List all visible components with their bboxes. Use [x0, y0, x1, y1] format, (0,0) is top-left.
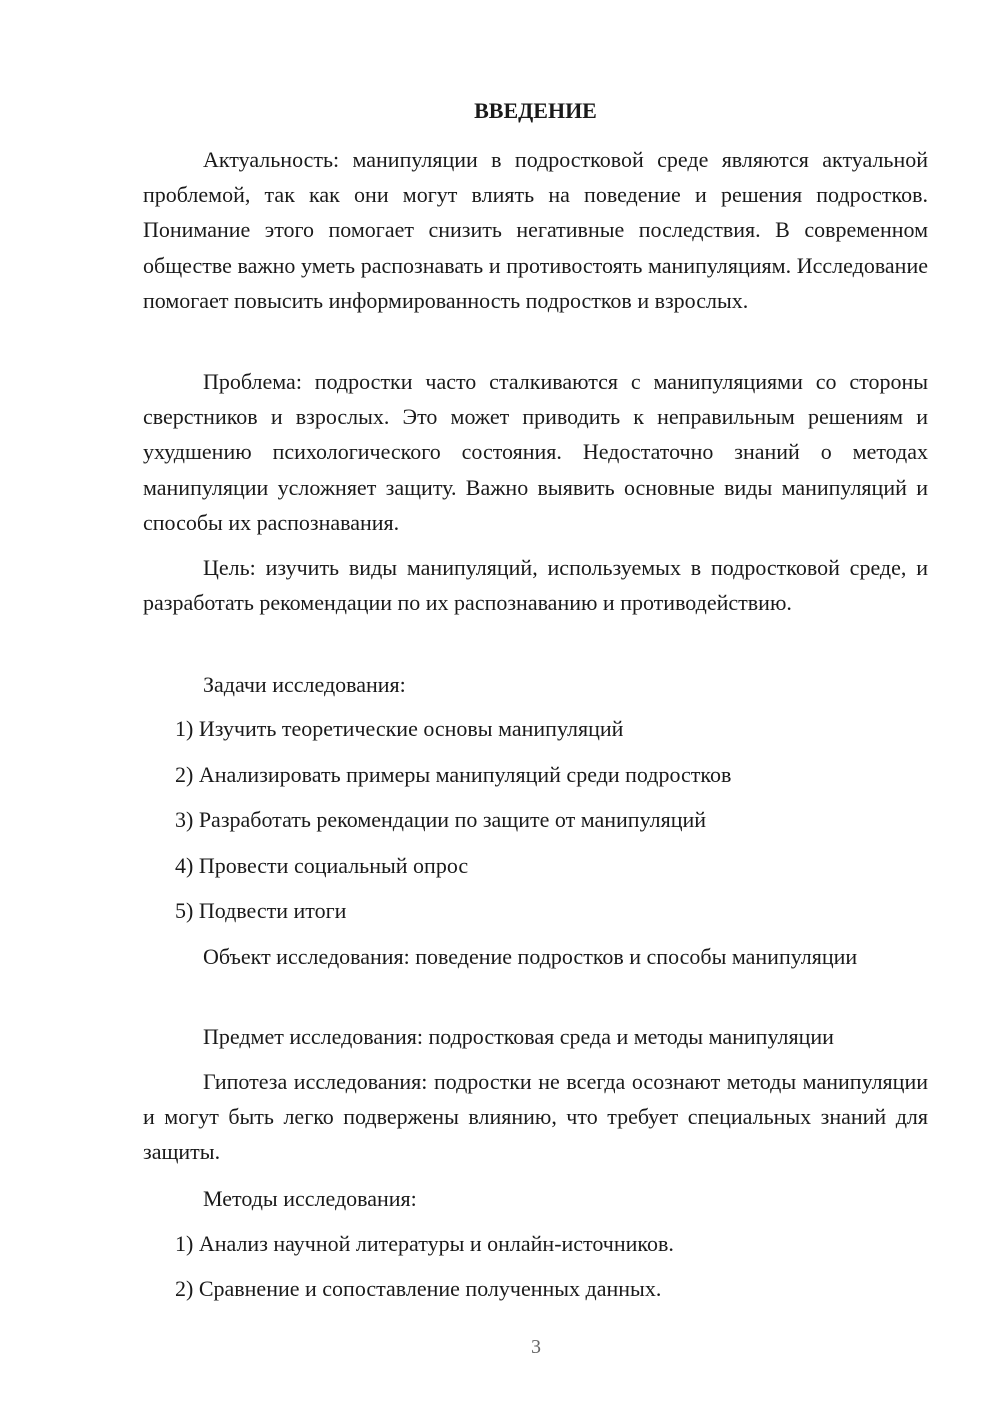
- object-paragraph: Объект исследования: поведение подростков и способы манипуляции: [203, 944, 858, 969]
- task-item-1: 1) Изучить теоретические основы манипуляций: [175, 716, 624, 741]
- problem-paragraph: Проблема: подростки часто сталкиваются с манипуляциями со стороны сверстников и взрослых. Это может приводить к неправильным решениям и ухудшению психологического состояния. Недостаточно знаний о методах манипуляции усложняет защиту. Важно выявить основные виды манипуляций и способы их распознавания.: [143, 369, 928, 535]
- task-item-2: 2) Анализировать примеры манипуляций среди подростков: [175, 762, 732, 787]
- subject-paragraph: Предмет исследования: подростковая среда и методы манипуляции: [203, 1024, 834, 1049]
- task-item-3: 3) Разработать рекомендации по защите от манипуляций: [175, 807, 707, 832]
- task-item-4: 4) Провести социальный опрос: [175, 853, 469, 878]
- section-heading: ВВЕДЕНИЕ: [474, 98, 597, 123]
- task-item-5: 5) Подвести итоги: [175, 898, 347, 923]
- methods-title: Методы исследования:: [203, 1186, 417, 1211]
- goal-paragraph: Цель: изучить виды манипуляций, используемых в подростковой среде, и разработать рекомендации по их распознаванию и противодействию.: [143, 555, 928, 616]
- tasks-title: Задачи исследования:: [203, 672, 406, 697]
- method-item-1: 1) Анализ научной литературы и онлайн-источников.: [175, 1231, 674, 1256]
- page-number: 3: [531, 1336, 541, 1358]
- relevance-paragraph: Актуальность: манипуляции в подростковой среде являются актуальной проблемой, так как они могут влиять на поведение и решения подростков. Понимание этого помогает снизить негативные последствия. В современном обществе важно уметь распознавать и противостоять манипуляциям. Исследование помогает повысить информированность подростков и взрослых.: [143, 147, 928, 313]
- hypothesis-paragraph: Гипотеза исследования: подростки не всегда осознают методы манипуляции и могут быть легко подвержены влиянию, что требует специальных знаний для защиты.: [143, 1069, 928, 1165]
- method-item-2: 2) Сравнение и сопоставление полученных данных.: [175, 1276, 662, 1301]
